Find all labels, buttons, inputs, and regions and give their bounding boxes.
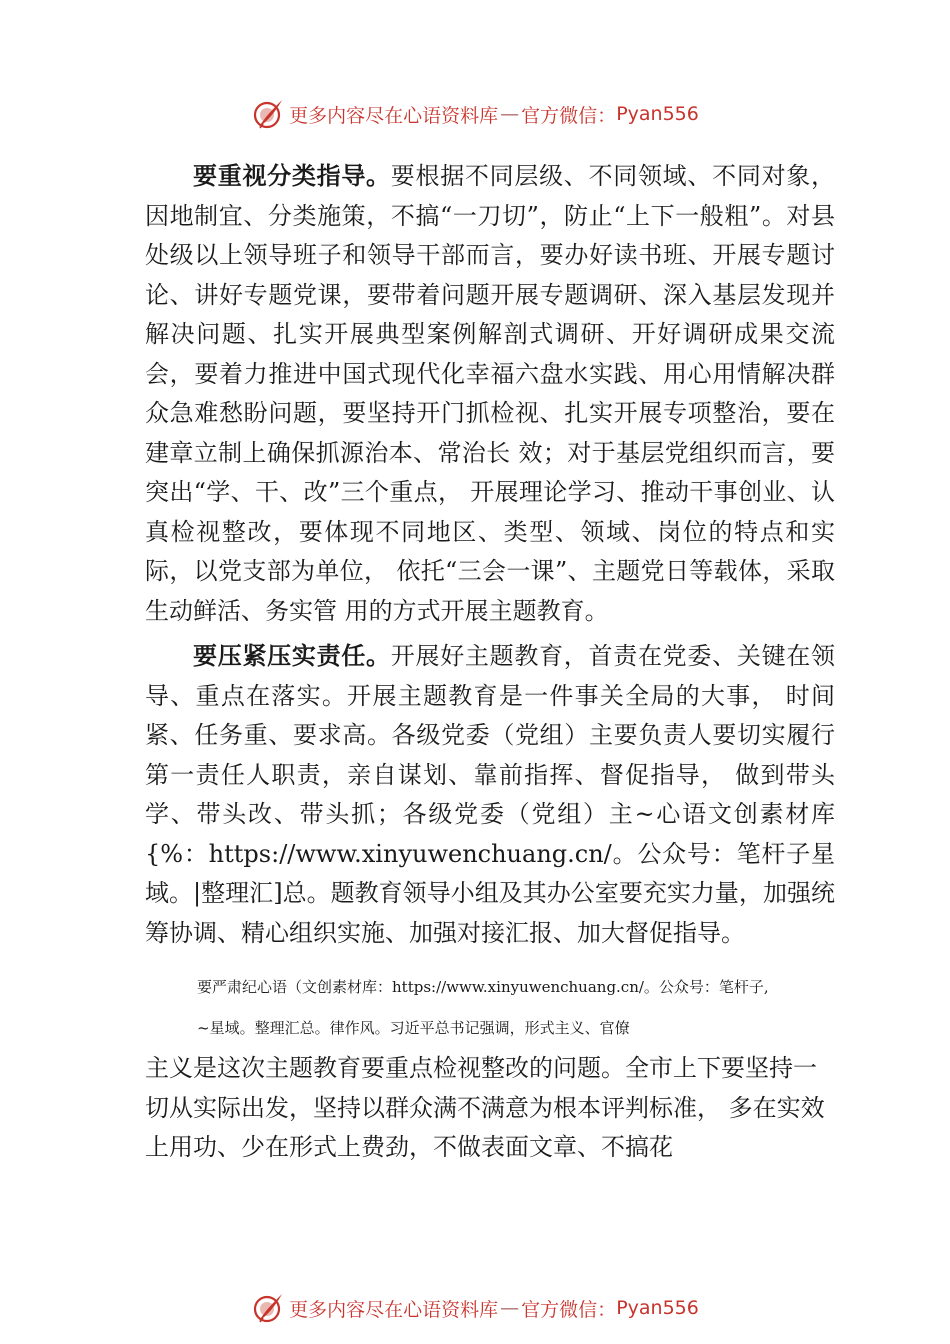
document-body [145, 157, 835, 1168]
paragraph-body: 开展好主题教育，首责在党委、关键在领导、重点在落实。开展主题教育是一件事关全局的大事， 时间紧、任务重、要求高。各级党委（党组）主要负责人要切实履行第一责任人职责，亲自谋划、靠前指挥、督促指导， 做到带头学、带头改、带头抓；各级党委（党组）主~心语文创素材库{%：https://www.xinyuwenchuang.cn/。公众号：笔杆子星域。|整理汇]总。题教育领导小组及其办公室要充实力量，加强统筹协调、精心组织实施、加强对接汇报、加大督促指导。 [145, 642, 836, 947]
footer-banner [0, 1288, 950, 1328]
banner-official: 官方微信： [521, 104, 617, 127]
small-note [145, 967, 835, 1049]
header-banner [0, 94, 950, 134]
feather-seal-icon [251, 97, 285, 131]
banner-dash: — [500, 1297, 520, 1319]
small-note-line: ~星域。整理汇总。律作风。习近平总书记强调，形式主义、官僚 [197, 1019, 630, 1037]
paragraph-lead: 要重视分类指导。 [193, 162, 391, 190]
banner-brand: 更多内容尽在心语资料库 [289, 1298, 499, 1321]
banner-brand: 更多内容尽在心语资料库 [289, 104, 499, 127]
paragraph-lead: 要压紧压实责任。 [193, 642, 391, 670]
banner-handle: Pyan556 [616, 103, 699, 125]
paragraph-continuation: 主义是这次主题教育要重点检视整改的问题。全市上下要坚持一切从实际出发，坚持以群众满不满意为根本评判标准， 多在实效上用功、少在形式上费劲，不做表面文章、不搞花 [145, 1054, 825, 1161]
banner-dash: — [500, 103, 520, 125]
paragraph-body: 要根据不同层级、不同领域、不同对象，因地制宜、分类施策，不搞“一刀切”，防止“上下一般粗”。对县处级以上领导班子和领导干部而言，要办好读书班、开展专题讨论、讲好专题党课，要带着问题开展专题调研、深入基层发现并解决问题、扎实开展典型案例解剖式调研、开好调研成果交流会，要着力推进中国式现代化幸福六盘水实践、用心用情解决群众急难愁盼问题，要坚持开门抓检视、扎实开展专项整治，要在建章立制上确保抓源治本、常治长 效；对于基层党组织而言，要突出“学、干、改”三个重点， 开展理论学习、推动干事创业、认真检视整改，要体现不同地区、类型、领域、岗位的特点和实际，以党支部为单位， 依托“三会一课”、主题党日等载体，采取生动鲜活、务实管 用的方式开展主题教育。 [145, 162, 836, 625]
banner-handle: Pyan556 [616, 1297, 699, 1319]
paragraph-responsibility [145, 637, 835, 953]
paragraph-classification [145, 157, 835, 631]
banner-official: 官方微信： [521, 1298, 617, 1321]
small-note-line: 要严肃纪心语（文创素材库：https://www.xinyuwenchuang.cn/。公众号：笔杆子, [197, 978, 769, 996]
feather-seal-icon [251, 1291, 285, 1325]
